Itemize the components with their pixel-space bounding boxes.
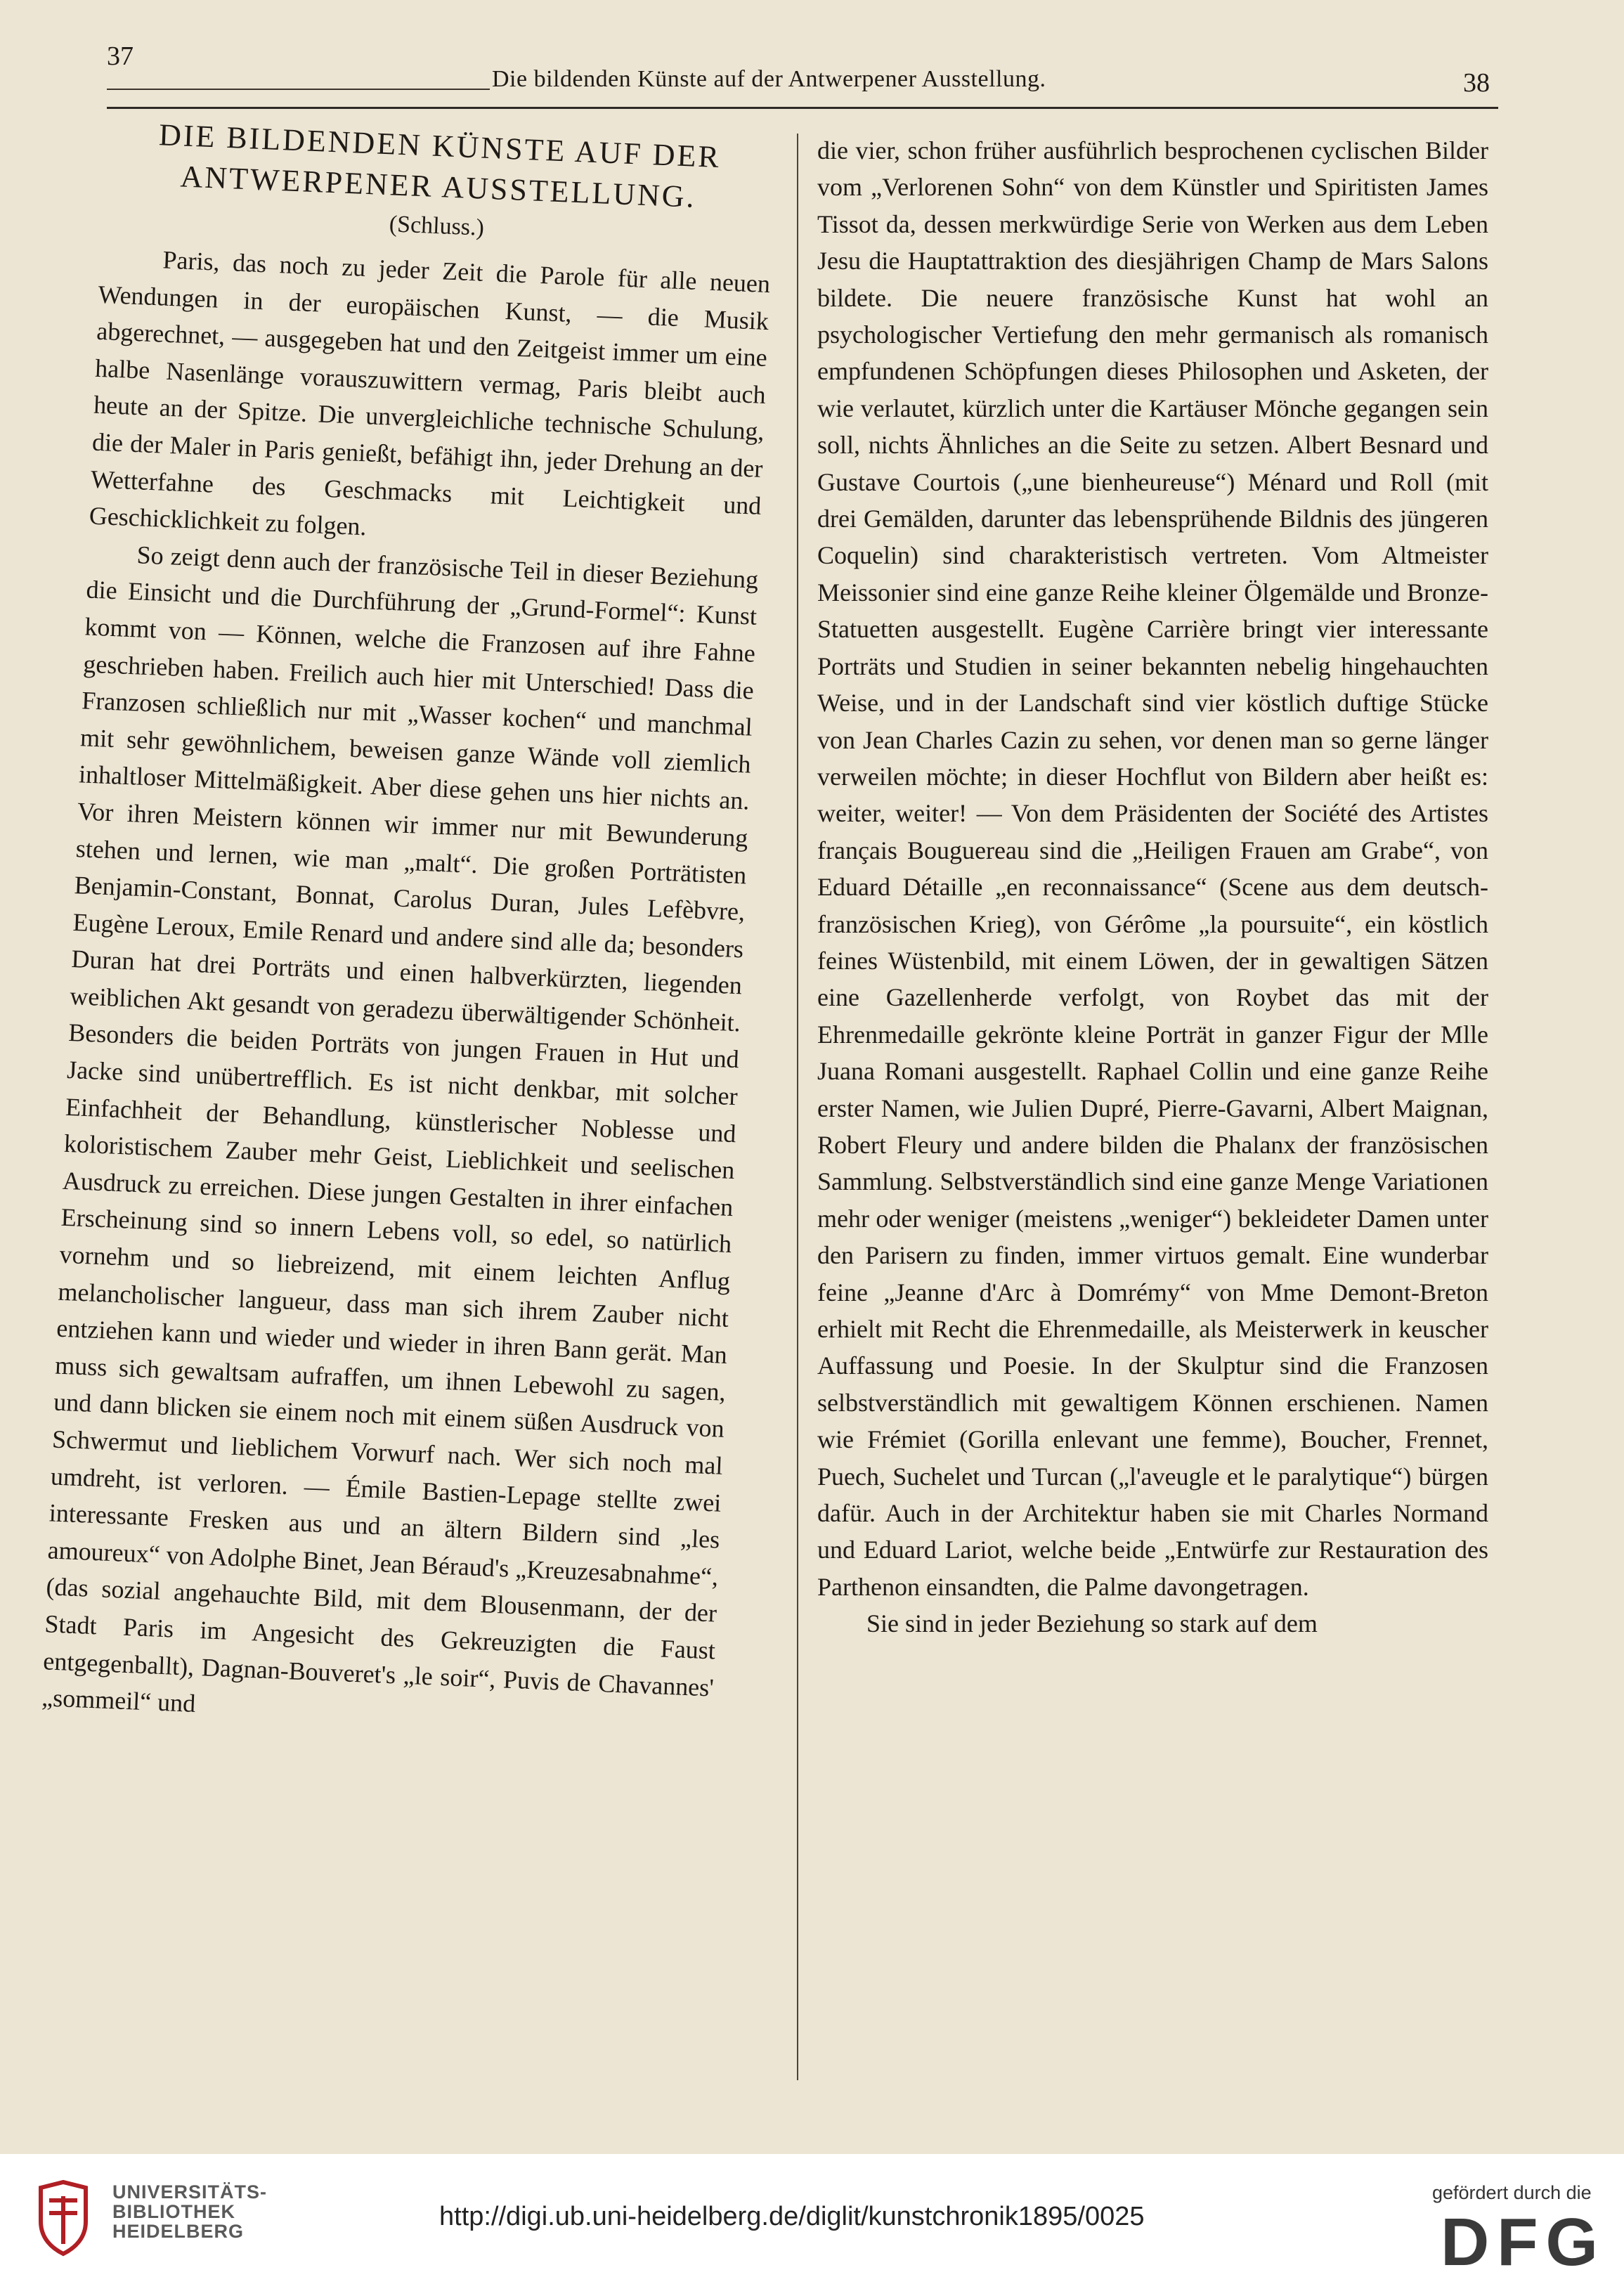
- right-paragraph-1: die vier, schon früher ausführlich besprochenen cyclischen Bilder vom „Verlorenen Sohn“ von dem Künstler und Spiritisten James Tissot da, dessen merkwürdige Serie von Werken aus dem Leben Jesu die Hauptattraktion des diesjährigen Champ de Mars Salons bildete. Die neuere französische Kunst hat wohl an psychologischer Vertiefung den mehr germanisch als romanisch empfundenen Schöpfungen dieses Philosophen und Asketen, der wie verlautet, kürzlich unter die Kartäuser Mönche gegangen sein soll, nichts Ähnliches an die Seite zu setzen. Albert Besnard und Gustave Courtois („une bienheureuse“) Ménard und Roll (mit drei Gemälden, darunter das lebensprühende Bildnis des jüngeren Coquelin) sind charakteristisch vertreten. Vom Altmeister Meissonier sind eine ganze Reihe kleiner Ölgemälde und Bronze-Statuetten ausgestellt. Eugène Carrière bringt vier interessante Porträts und Studien in seiner bekannten nebelig hingehauchten Weise, und in der Landschaft sind vier köstlich duftige Stücke von Jean Charles Cazin zu sehen, vor denen man so gerne länger verweilen möchte; in dieser Hochflut von Bildern aber heißt es: weiter, weiter! — Von dem Präsidenten der Société des Artistes français Bouguereau sind die „Heiligen Frauen am Grabe“, von Eduard Détaille „en reconnaissance“ (Scene aus dem deutsch-französischen Krieg), von Gérôme „la poursuite“, ein köstlich feines Wüstenbild, mit einem Löwen, der in gewaltigen Sätzen eine Gazellenherde verfolgt, von Roybet das mit der Ehrenmedaille gekrönte kleine Porträt in ganzer Figur der Mlle Juana Romani ausgestellt. Raphael Collin und eine ganze Reihe erster Namen, wie Julien Dupré, Pierre-Gavarni, Albert Maignan, Robert Fleury und andere bilden die Phalanx der französischen Sammlung. Selbstverständlich sind eine ganze Menge Variationen mehr oder weniger (meistens „weniger“) bekleideter Damen unter den Parisern zu finden, immer virtuos gemalt. Eine wunderbar feine „Jeanne d'Arc à Domrémy“ von Mme Demont-Breton erhielt mit Recht die Ehrenmedaille, als Meisterwerk in keuscher Auffassung und Poesie. In der Skulptur sind die Franzosen selbstverständlich mit gewaltigem Können erschienen. Namen wie Frémiet (Gorilla enlevant une femme), Boucher, Frennet, Puech, Suchelet und Turcan („l'aveugle et le paralytique“) bürgen dafür. Auch in der Architektur haben sie mit Charles Normand und Eduard Lariot, welche beide „Entwürfe zur Restauration des Parthenon einsandten, die Palme davongetragen.: [817, 136, 1488, 1601]
- university-name-line2: BIBLIOTHEK: [112, 2201, 235, 2222]
- column-divider: [797, 134, 798, 2080]
- university-name-line1: UNIVERSITÄTS-: [112, 2181, 268, 2203]
- left-column: [41, 112, 776, 1743]
- university-name-line3: HEIDELBERG: [112, 2221, 245, 2242]
- left-paragraph-2: So zeigt denn auch der französische Teil in dieser Beziehung die Einsicht und die Durchführung der „Grund-Formel“: Kunst kommt von — Können, welche die Franzosen auf ihre Fahne geschrieben haben. Freilich auch hier mit Unterschied! Dass die Franzosen schließlich nur mit „Wasser kochen“ und manchmal mit sehr gewöhnlichem, beweisen ganze Wände voll ziemlich inhaltloser Mittelmäßigkeit. Aber diese gehen uns hier nichts an. Vor ihren Meistern können wir immer nur mit Bewunderung stehen und lernen, wie man „malt“. Die großen Porträtisten Benjamin-Constant, Bonnat, Carolus Duran, Jules Lefèbvre, Eugène Leroux, Emile Renard und andere sind alle da; besonders Duran hat drei Porträts und einen halbverkürzten, liegenden weiblichen Akt gesandt von geradezu überwältigender Schönheit. Besonders die beiden Porträts von jungen Frauen in Hut und Jacke sind unübertrefflich. Es ist nicht denkbar, mit solcher Einfachheit der Behandlung, künstlerischer Noblesse und koloristischem Zauber mehr Geist, Lieblichkeit und seelischen Ausdruck zu erreichen. Diese jungen Gestalten in ihrer einfachen Erscheinung sind so innern Lebens voll, so edel, so natürlich vornehm und so liebreizend, mit einem leichten Anflug melancholischer langueur, dass man sich ihrem Zauber nicht entziehen kann und wieder und wieder in ihren Bann gerät. Man muss sich gewaltsam aufraffen, um ihnen Lebewohl zu sagen, und dann blicken sie einem noch mit einem süßen Ausdruck von Schwermut und lieblichem Vorwurf nach. Wer sich noch mal umdreht, ist verloren. — Émile Bastien-Lepage stellte zwei interessante Fresken aus und an ältern Bildern sind „les amoureux“ von Adolphe Binet, Jean Béraud's „Kreuzesabnahme“, (das sozial angehauchte Bild, mit dem Blousenmann, der der Stadt Paris im Angesicht des Gekreuzigten die Faust entgegenballt), Dagnan-Bouveret's „le soir“, Puvis de Chavannes' „sommeil“ und: [41, 540, 759, 1718]
- left-page-number: 37: [107, 41, 134, 71]
- funded-by-label: gefördert durch die: [1432, 2182, 1592, 2203]
- header-rule-short: [107, 89, 490, 90]
- right-page-number: 38: [1463, 68, 1490, 98]
- footer-bar: [0, 2154, 1624, 2277]
- left-paragraph-1: Paris, das noch zu jeder Zeit die Parole für alle neuen Wendungen in der europäischen Kunst, — die Musik abgerechnet, — ausgegeben hat und den Zeitgeist immer um eine halbe Nasenlänge vorauszuwittern vermag, Paris bleibt auch heute an der Spitze. Die unvergleichliche technische Schulung, die der Maler in Paris genießt, befähigt ihn, jeder Drehung an der Wetterfahne des Geschmacks mit Leichtigkeit und Geschicklichkeit zu folgen.: [89, 245, 771, 541]
- article-subtitle: (Schluss.): [389, 211, 485, 241]
- header-rule: [107, 107, 1498, 109]
- right-column: [817, 132, 1488, 1642]
- university-name: [112, 2182, 267, 2241]
- right-paragraph-2: Sie sind in jeder Beziehung so stark auf dem: [866, 1609, 1318, 1638]
- dfg-logo-icon: [1439, 2209, 1601, 2269]
- article-title-line2: ANTWERPENER AUSSTELLUNG.: [179, 159, 697, 214]
- dfg-logo-text: DFG: [1441, 2209, 1598, 2269]
- article-title-line1: DIE BILDENDEN KÜNSTE AUF DER: [158, 117, 722, 175]
- university-logo-icon: [28, 2179, 98, 2257]
- permalink-url[interactable]: http://digi.ub.uni-heidelberg.de/diglit/kunstchronik1895/0025: [439, 2202, 1145, 2231]
- running-title: Die bildenden Künste auf der Antwerpener Ausstellung.: [492, 66, 1046, 92]
